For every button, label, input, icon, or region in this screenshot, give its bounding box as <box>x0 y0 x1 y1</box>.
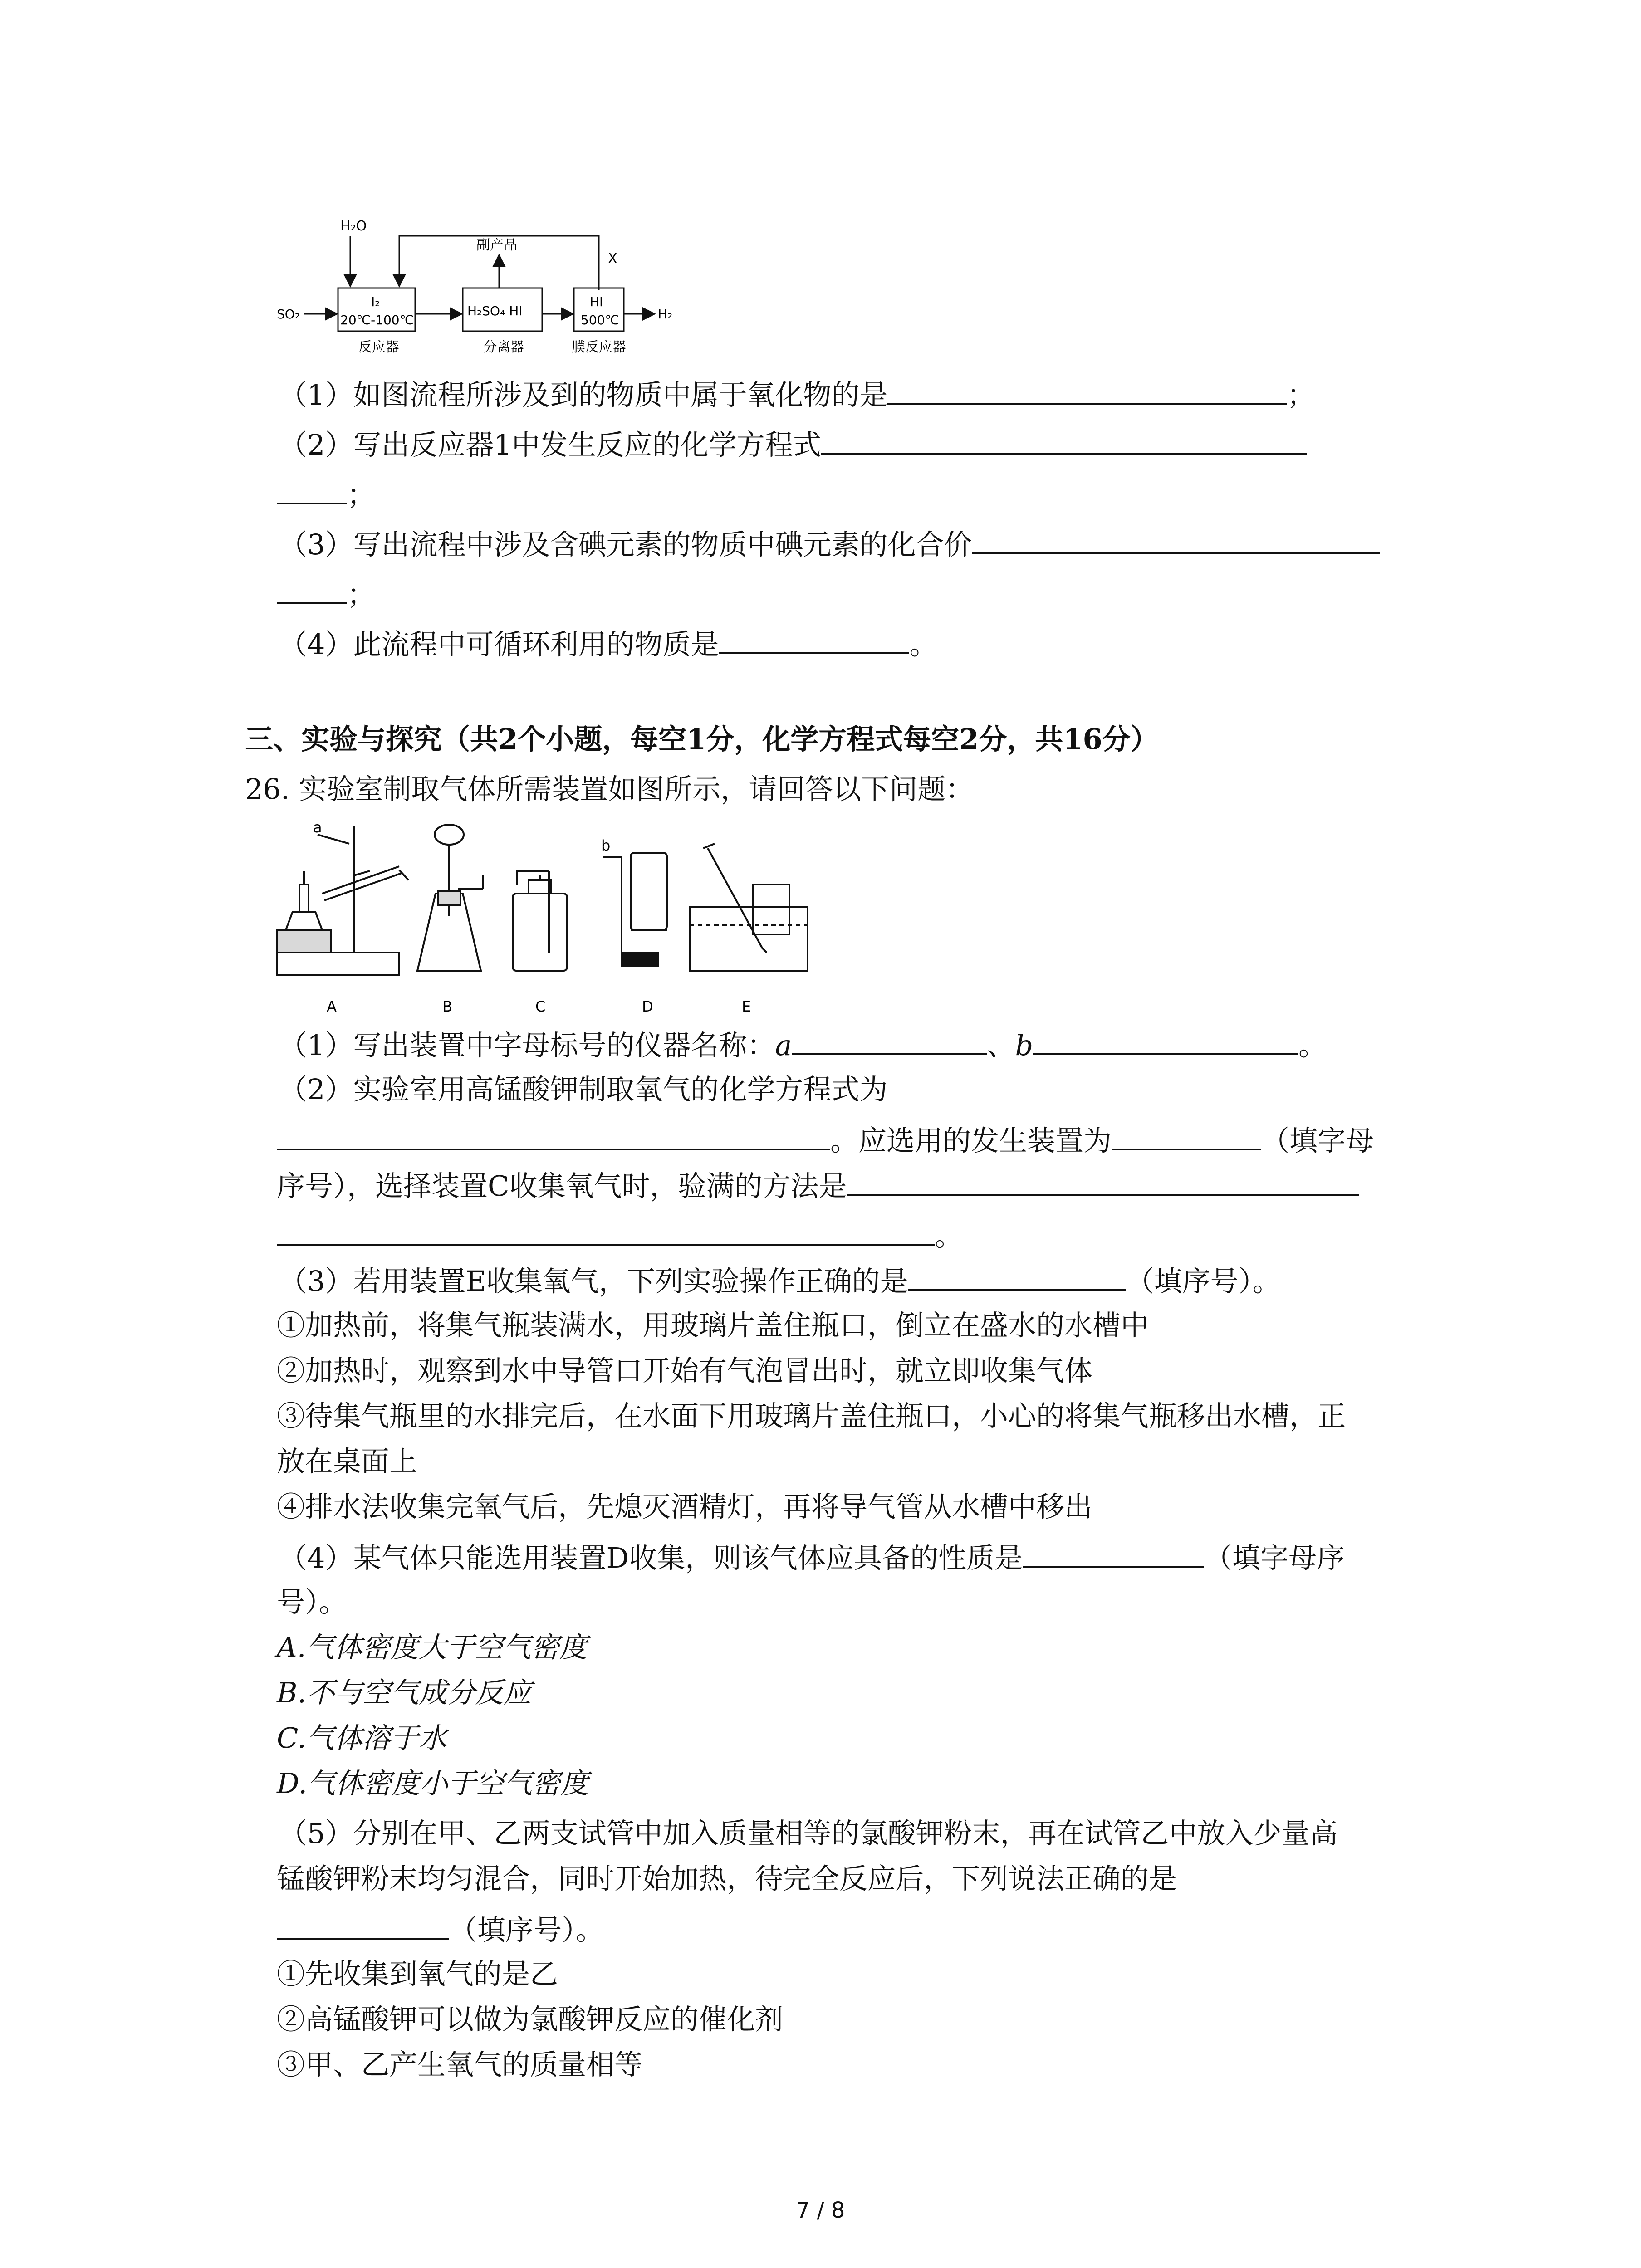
answer-blank-generator[interactable] <box>1112 1121 1261 1150</box>
label-a: a <box>313 819 322 836</box>
separator-line: H₂SO₄ HI <box>467 303 523 318</box>
flow-so2-label: SO₂ <box>277 307 300 322</box>
q26-option-1: ①加热前，将集气瓶装满水，用玻璃片盖住瓶口，倒立在盛水的水槽中 <box>277 1309 1149 1342</box>
membrane-caption: 膜反应器 <box>572 339 626 355</box>
q25-part2-cont: ； <box>277 475 375 513</box>
q26-part2-l3: 序号），选择装置C收集氧气时，验满的方法是 <box>277 1167 1359 1204</box>
q26-choice-a: A.气体密度大于空气密度 <box>277 1631 588 1664</box>
answer-blank-q25-4[interactable] <box>719 625 909 654</box>
caption-b: B <box>442 998 452 1015</box>
page-number: 7 / 8 <box>796 2198 845 2223</box>
q26-part4-l2: 号）。 <box>277 1585 348 1618</box>
apparatus-d <box>603 853 667 966</box>
q26-part5c: （填序号）。 <box>277 1911 604 1948</box>
answer-blank-q25-1[interactable] <box>887 376 1287 405</box>
q26-option-3b: 放在桌面上 <box>277 1445 418 1478</box>
q25-part3-cont: ； <box>277 575 375 613</box>
answer-blank-kmno4-equation[interactable] <box>277 1121 830 1150</box>
q26-part2-l2: 。应选用的发生装置为 （填字母 <box>277 1121 1374 1159</box>
q26-choice-b: B.不与空气成分反应 <box>277 1676 532 1709</box>
flow-byproduct-label: 副产品 <box>476 237 517 253</box>
answer-blank-a[interactable] <box>792 1026 987 1055</box>
q26-part2-l4: 。 <box>277 1217 963 1254</box>
q26-choice-c: C.气体溶于水 <box>277 1721 447 1755</box>
q26-choice-d: D.气体密度小于空气密度 <box>277 1767 589 1800</box>
q26-part4: （4）某气体只能选用装置D收集，则该气体应具备的性质是 （填字母序 <box>279 1539 1345 1576</box>
apparatus-a <box>277 826 408 975</box>
answer-blank-p5[interactable] <box>277 1911 449 1940</box>
apparatus-c <box>513 871 567 971</box>
lab-apparatus-figure <box>272 816 826 1025</box>
answer-blank-q25-2[interactable] <box>821 425 1307 455</box>
q26-option-4: ④排水法收集完氧气后，先熄灭酒精灯，再将导气管从水槽中移出 <box>277 1490 1093 1523</box>
q26-option-3a: ③待集气瓶里的水排完后，在水面下用玻璃片盖住瓶口，小心的将集气瓶移出水槽，正 <box>277 1399 1346 1432</box>
answer-blank-verify-cont[interactable] <box>277 1217 935 1246</box>
answer-blank-q25-3[interactable] <box>972 525 1380 554</box>
q26-part2: （2）实验室用高锰酸钾制取氧气的化学方程式为 <box>279 1073 888 1106</box>
q26-statement-2: ②高锰酸钾可以做为氯酸钾反应的催化剂 <box>277 2003 784 2036</box>
section-3-heading: 三、实验与探究（共2个小题，每空1分，化学方程式每空2分，共16分） <box>245 723 1159 756</box>
membrane-line1: HI <box>590 294 603 309</box>
q25-part1: （1）如图流程所涉及到的物质中属于氧化物的是 ； <box>279 376 1315 413</box>
reactor-line1: I₂ <box>371 294 380 309</box>
q26-part1: （1）写出装置中字母标号的仪器名称：a 、b 。 <box>279 1026 1327 1064</box>
q25-part2: （2）写出反应器1中发生反应的化学方程式 <box>279 425 1307 463</box>
caption-d: D <box>642 998 653 1015</box>
apparatus-b <box>417 825 483 971</box>
caption-a: A <box>327 998 337 1015</box>
q26-statement-1: ①先收集到氧气的是乙 <box>277 1957 558 1990</box>
answer-blank-q25-2b[interactable] <box>277 475 347 504</box>
q26-option-2: ②加热时，观察到水中导管口开始有气泡冒出时，就立即收集气体 <box>277 1354 1093 1387</box>
flow-h2-label: H₂ <box>658 307 673 322</box>
q26-part5a: （5）分别在甲、乙两支试管中加入质量相等的氯酸钾粉末，再在试管乙中放入少量高 <box>279 1817 1338 1850</box>
answer-blank-verify[interactable] <box>847 1167 1359 1196</box>
reactor-line2: 20℃-100℃ <box>340 313 414 327</box>
caption-e: E <box>742 998 751 1015</box>
answer-blank-q25-3b[interactable] <box>277 575 347 604</box>
answer-blank-b[interactable] <box>1033 1026 1298 1055</box>
reactor-caption: 反应器 <box>358 339 399 355</box>
membrane-line2: 500℃ <box>581 313 619 327</box>
separator-caption: 分离器 <box>483 339 524 355</box>
q25-part4: （4）此流程中可循环利用的物质是 。 <box>279 625 937 663</box>
q26-part3: （3）若用装置E收集氧气，下列实验操作正确的是 （填序号）。 <box>279 1262 1281 1300</box>
process-flow-diagram <box>272 213 690 372</box>
q26-part5b: 锰酸钾粉末均匀混合，同时开始加热，待完全反应后，下列说法正确的是 <box>277 1862 1177 1895</box>
apparatus-e <box>690 844 808 971</box>
q25-part3: （3）写出流程中涉及含碘元素的物质中碘元素的化合价 <box>279 525 1380 563</box>
q26-stem: 26. 实验室制取气体所需装置如图所示，请回答以下问题： <box>245 772 974 806</box>
caption-c: C <box>535 998 546 1015</box>
q26-statement-3: ③甲、乙产生氧气的质量相等 <box>277 2048 643 2081</box>
answer-blank-e-operation[interactable] <box>908 1262 1126 1291</box>
flow-water-label: H₂O <box>340 218 367 234</box>
flow-x-label: X <box>608 251 617 267</box>
answer-blank-gas-property[interactable] <box>1023 1539 1204 1568</box>
label-b: b <box>601 837 611 854</box>
